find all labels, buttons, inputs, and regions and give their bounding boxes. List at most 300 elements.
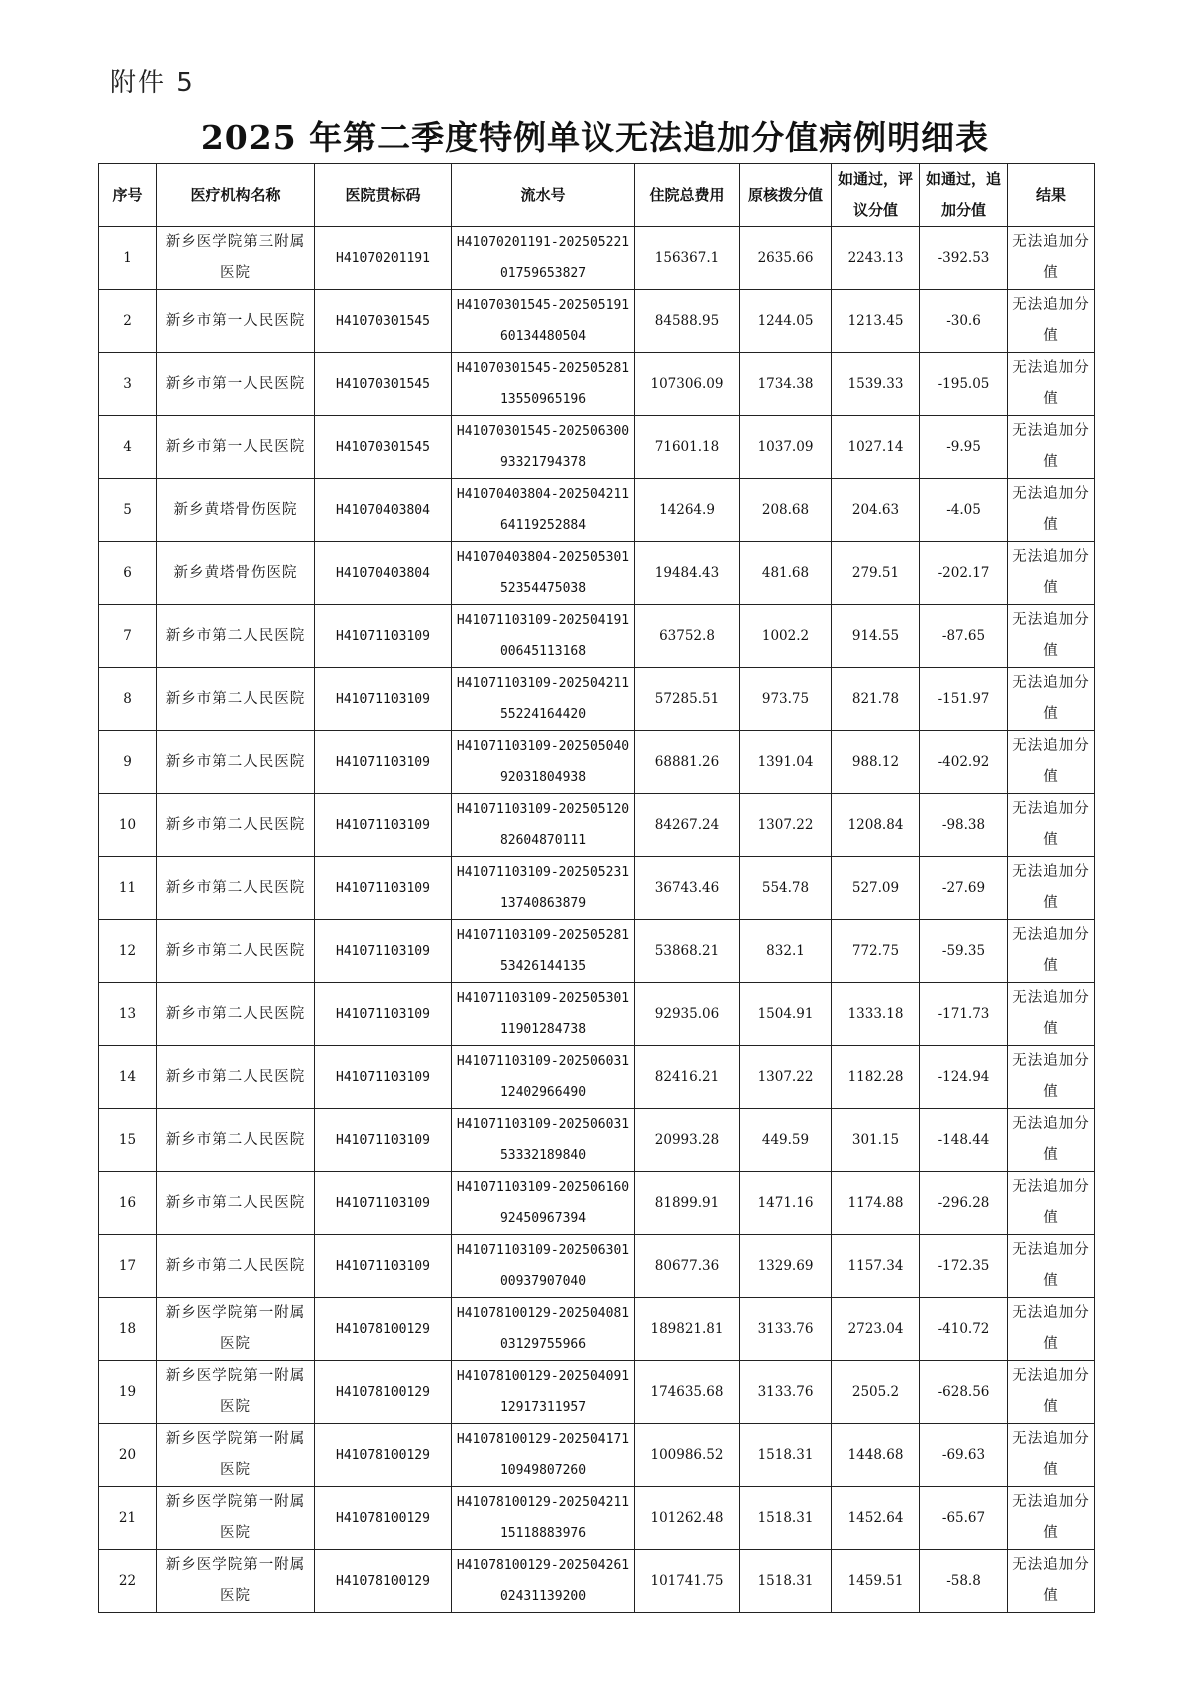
row-index bbox=[99, 731, 157, 794]
org-name bbox=[157, 1172, 315, 1235]
total-cost-text: 100986.52 bbox=[650, 1446, 724, 1463]
org-name bbox=[157, 1424, 315, 1487]
row-index-text: 14 bbox=[118, 1068, 137, 1085]
serial-no-text: H41071103109-20250530111901284738 bbox=[456, 991, 630, 1037]
serial-no bbox=[452, 920, 635, 983]
serial-no-text: H41071103109-20250603112402966490 bbox=[456, 1054, 630, 1100]
original-score bbox=[740, 983, 832, 1046]
org-name-text: 新乡医学院第一附属医院 bbox=[165, 1431, 306, 1478]
table-row bbox=[99, 1424, 1095, 1487]
serial-no-text: H41070301545-20250519160134480504 bbox=[456, 298, 630, 344]
serial-no-text: H41071103109-20250419100645113168 bbox=[456, 613, 630, 659]
row-index bbox=[99, 1298, 157, 1361]
original-score bbox=[740, 416, 832, 479]
col-header-added-score: 如通过，追加分值 bbox=[920, 164, 1008, 227]
review-score bbox=[832, 1487, 920, 1550]
original-score-text: 1504.91 bbox=[757, 1005, 814, 1022]
table-row bbox=[99, 416, 1095, 479]
added-score-text: -628.56 bbox=[937, 1383, 990, 1400]
result bbox=[1008, 605, 1095, 668]
result-text: 无法追加分值 bbox=[1012, 234, 1090, 281]
serial-no-text: H41070403804-20250530152354475038 bbox=[456, 550, 630, 596]
added-score-text: -124.94 bbox=[937, 1068, 990, 1085]
hospital-code bbox=[315, 1361, 452, 1424]
original-score-text: 3133.76 bbox=[757, 1383, 814, 1400]
review-score-text: 301.15 bbox=[851, 1131, 900, 1148]
hospital-code bbox=[315, 1298, 452, 1361]
row-index bbox=[99, 1424, 157, 1487]
added-score bbox=[920, 1487, 1008, 1550]
row-index-text: 6 bbox=[123, 564, 132, 581]
table-row bbox=[99, 983, 1095, 1046]
table-row bbox=[99, 794, 1095, 857]
row-index bbox=[99, 857, 157, 920]
serial-no bbox=[452, 794, 635, 857]
review-score-text: 2723.04 bbox=[847, 1320, 904, 1337]
added-score bbox=[920, 1361, 1008, 1424]
hospital-code bbox=[315, 731, 452, 794]
review-score-text: 204.63 bbox=[851, 501, 900, 518]
original-score-text: 1244.05 bbox=[757, 312, 814, 329]
hospital-code-text: H41071103109 bbox=[336, 1132, 430, 1148]
added-score-text: -59.35 bbox=[941, 942, 986, 959]
serial-no-text: H41070301545-20250630093321794378 bbox=[456, 424, 630, 470]
serial-no bbox=[452, 1361, 635, 1424]
org-name-text: 新乡市第二人民医院 bbox=[165, 1005, 306, 1022]
serial-no bbox=[452, 1046, 635, 1109]
org-name bbox=[157, 290, 315, 353]
review-score-text: 1448.68 bbox=[847, 1446, 904, 1463]
hospital-code-text: H41070201191 bbox=[336, 250, 430, 266]
total-cost bbox=[635, 1046, 740, 1109]
review-score bbox=[832, 1361, 920, 1424]
org-name-text: 新乡市第一人民医院 bbox=[165, 375, 306, 392]
row-index bbox=[99, 794, 157, 857]
added-score-text: -4.05 bbox=[946, 501, 981, 518]
review-score bbox=[832, 290, 920, 353]
original-score bbox=[740, 1298, 832, 1361]
original-score bbox=[740, 227, 832, 290]
total-cost-text: 101262.48 bbox=[650, 1509, 724, 1526]
added-score-text: -296.28 bbox=[937, 1194, 990, 1211]
review-score-text: 527.09 bbox=[851, 879, 900, 896]
detail-table bbox=[98, 163, 1095, 1613]
row-index-text: 3 bbox=[123, 375, 132, 392]
table-header-row bbox=[99, 164, 1095, 227]
total-cost bbox=[635, 416, 740, 479]
review-score-text: 988.12 bbox=[851, 753, 900, 770]
serial-no bbox=[452, 1109, 635, 1172]
review-score bbox=[832, 1424, 920, 1487]
table-row bbox=[99, 1046, 1095, 1109]
original-score-text: 3133.76 bbox=[757, 1320, 814, 1337]
hospital-code bbox=[315, 1487, 452, 1550]
serial-no-text: H41078100129-20250417110949807260 bbox=[456, 1432, 630, 1478]
result bbox=[1008, 1550, 1095, 1613]
serial-no bbox=[452, 227, 635, 290]
review-score bbox=[832, 227, 920, 290]
org-name bbox=[157, 1361, 315, 1424]
added-score-text: -402.92 bbox=[937, 753, 990, 770]
table-row bbox=[99, 1550, 1095, 1613]
row-index bbox=[99, 1109, 157, 1172]
review-score bbox=[832, 353, 920, 416]
review-score bbox=[832, 416, 920, 479]
original-score-text: 1307.22 bbox=[757, 816, 814, 833]
total-cost-text: 84267.24 bbox=[654, 816, 720, 833]
original-score-text: 1037.09 bbox=[757, 438, 814, 455]
table-row bbox=[99, 1361, 1095, 1424]
org-name-text: 新乡市第二人民医院 bbox=[165, 816, 306, 833]
total-cost bbox=[635, 794, 740, 857]
total-cost-text: 107306.09 bbox=[650, 375, 724, 392]
row-index-text: 21 bbox=[118, 1509, 137, 1526]
result bbox=[1008, 542, 1095, 605]
review-score bbox=[832, 794, 920, 857]
total-cost bbox=[635, 1109, 740, 1172]
result-text: 无法追加分值 bbox=[1012, 360, 1090, 407]
serial-no-text: H41070301545-20250528113550965196 bbox=[456, 361, 630, 407]
hospital-code-text: H41071103109 bbox=[336, 1195, 430, 1211]
row-index-text: 19 bbox=[118, 1383, 137, 1400]
row-index bbox=[99, 1487, 157, 1550]
table-row bbox=[99, 1109, 1095, 1172]
hospital-code-text: H41070403804 bbox=[336, 565, 430, 581]
serial-no bbox=[452, 1424, 635, 1487]
result bbox=[1008, 794, 1095, 857]
result-text: 无法追加分值 bbox=[1012, 864, 1090, 911]
table-row bbox=[99, 1235, 1095, 1298]
added-score-text: -69.63 bbox=[941, 1446, 986, 1463]
original-score bbox=[740, 479, 832, 542]
org-name bbox=[157, 794, 315, 857]
review-score-text: 1157.34 bbox=[847, 1257, 904, 1274]
result bbox=[1008, 479, 1095, 542]
table-row bbox=[99, 1298, 1095, 1361]
row-index-text: 8 bbox=[123, 690, 132, 707]
hospital-code bbox=[315, 1424, 452, 1487]
review-score-text: 1174.88 bbox=[847, 1194, 904, 1211]
row-index bbox=[99, 542, 157, 605]
total-cost bbox=[635, 731, 740, 794]
total-cost-text: 14264.9 bbox=[659, 501, 715, 518]
total-cost-text: 84588.95 bbox=[654, 312, 720, 329]
serial-no bbox=[452, 1487, 635, 1550]
row-index-text: 9 bbox=[123, 753, 132, 770]
added-score bbox=[920, 857, 1008, 920]
result-text: 无法追加分值 bbox=[1012, 1179, 1090, 1226]
org-name-text: 新乡黄塔骨伤医院 bbox=[173, 501, 298, 518]
original-score-text: 1518.31 bbox=[757, 1446, 814, 1463]
row-index-text: 11 bbox=[118, 879, 137, 896]
hospital-code-text: H41078100129 bbox=[336, 1510, 430, 1526]
result bbox=[1008, 1487, 1095, 1550]
added-score bbox=[920, 794, 1008, 857]
serial-no bbox=[452, 1235, 635, 1298]
row-index bbox=[99, 227, 157, 290]
row-index-text: 16 bbox=[118, 1194, 137, 1211]
review-score-text: 1539.33 bbox=[847, 375, 904, 392]
review-score-text: 1213.45 bbox=[847, 312, 904, 329]
total-cost bbox=[635, 227, 740, 290]
hospital-code-text: H41071103109 bbox=[336, 1069, 430, 1085]
hospital-code bbox=[315, 983, 452, 1046]
result bbox=[1008, 1235, 1095, 1298]
review-score bbox=[832, 542, 920, 605]
hospital-code bbox=[315, 857, 452, 920]
result-text: 无法追加分值 bbox=[1012, 1431, 1090, 1478]
added-score bbox=[920, 731, 1008, 794]
row-index bbox=[99, 353, 157, 416]
org-name-text: 新乡市第一人民医院 bbox=[165, 438, 306, 455]
total-cost bbox=[635, 1487, 740, 1550]
result-text: 无法追加分值 bbox=[1012, 927, 1090, 974]
result-text: 无法追加分值 bbox=[1012, 612, 1090, 659]
added-score bbox=[920, 1550, 1008, 1613]
original-score bbox=[740, 668, 832, 731]
hospital-code-text: H41070301545 bbox=[336, 439, 430, 455]
original-score-text: 449.59 bbox=[761, 1131, 810, 1148]
added-score bbox=[920, 920, 1008, 983]
original-score-text: 1391.04 bbox=[757, 753, 814, 770]
review-score bbox=[832, 605, 920, 668]
table-row bbox=[99, 731, 1095, 794]
added-score bbox=[920, 290, 1008, 353]
added-score bbox=[920, 416, 1008, 479]
review-score bbox=[832, 668, 920, 731]
hospital-code-text: H41071103109 bbox=[336, 1006, 430, 1022]
original-score-text: 208.68 bbox=[761, 501, 810, 518]
row-index bbox=[99, 1172, 157, 1235]
hospital-code-text: H41071103109 bbox=[336, 628, 430, 644]
row-index-text: 7 bbox=[123, 627, 132, 644]
serial-no-text: H41070403804-20250421164119252884 bbox=[456, 487, 630, 533]
result bbox=[1008, 1424, 1095, 1487]
org-name bbox=[157, 1235, 315, 1298]
original-score bbox=[740, 1235, 832, 1298]
org-name-text: 新乡市第一人民医院 bbox=[165, 312, 306, 329]
org-name-text: 新乡医学院第一附属医院 bbox=[165, 1494, 306, 1541]
row-index bbox=[99, 920, 157, 983]
original-score bbox=[740, 605, 832, 668]
col-header-result: 结果 bbox=[1008, 164, 1095, 227]
added-score bbox=[920, 542, 1008, 605]
result-text: 无法追加分值 bbox=[1012, 1242, 1090, 1289]
result-text: 无法追加分值 bbox=[1012, 1368, 1090, 1415]
hospital-code bbox=[315, 479, 452, 542]
result bbox=[1008, 353, 1095, 416]
page-title: 2025 年第二季度特例单议无法追加分值病例明细表 bbox=[200, 118, 990, 157]
added-score bbox=[920, 1046, 1008, 1109]
original-score bbox=[740, 731, 832, 794]
row-index bbox=[99, 668, 157, 731]
added-score bbox=[920, 1424, 1008, 1487]
org-name bbox=[157, 479, 315, 542]
row-index-text: 10 bbox=[118, 816, 137, 833]
org-name bbox=[157, 542, 315, 605]
row-index-text: 13 bbox=[118, 1005, 137, 1022]
row-index bbox=[99, 416, 157, 479]
hospital-code-text: H41071103109 bbox=[336, 880, 430, 896]
total-cost bbox=[635, 479, 740, 542]
result bbox=[1008, 1046, 1095, 1109]
org-name-text: 新乡医学院第一附属医院 bbox=[165, 1305, 306, 1352]
review-score bbox=[832, 1550, 920, 1613]
hospital-code-text: H41070301545 bbox=[336, 376, 430, 392]
col-header-serial-no: 流水号 bbox=[452, 164, 635, 227]
original-score bbox=[740, 1424, 832, 1487]
review-score bbox=[832, 479, 920, 542]
org-name-text: 新乡医学院第三附属医院 bbox=[165, 234, 306, 281]
serial-no bbox=[452, 857, 635, 920]
hospital-code-text: H41071103109 bbox=[336, 754, 430, 770]
original-score bbox=[740, 1550, 832, 1613]
review-score-text: 1452.64 bbox=[847, 1509, 904, 1526]
org-name-text: 新乡市第二人民医院 bbox=[165, 690, 306, 707]
review-score-text: 772.75 bbox=[851, 942, 900, 959]
org-name-text: 新乡市第二人民医院 bbox=[165, 942, 306, 959]
table-row bbox=[99, 668, 1095, 731]
original-score bbox=[740, 794, 832, 857]
row-index bbox=[99, 479, 157, 542]
hospital-code bbox=[315, 1172, 452, 1235]
review-score-text: 279.51 bbox=[851, 564, 900, 581]
total-cost-text: 82416.21 bbox=[654, 1068, 720, 1085]
hospital-code bbox=[315, 605, 452, 668]
result-text: 无法追加分值 bbox=[1012, 990, 1090, 1037]
row-index bbox=[99, 1361, 157, 1424]
result bbox=[1008, 227, 1095, 290]
review-score-text: 821.78 bbox=[851, 690, 900, 707]
org-name bbox=[157, 416, 315, 479]
result bbox=[1008, 1172, 1095, 1235]
org-name-text: 新乡市第二人民医院 bbox=[165, 1194, 306, 1211]
row-index bbox=[99, 983, 157, 1046]
original-score bbox=[740, 1361, 832, 1424]
row-index-text: 5 bbox=[123, 501, 132, 518]
added-score-text: -202.17 bbox=[937, 564, 990, 581]
table-body bbox=[99, 227, 1095, 1613]
original-score-text: 1518.31 bbox=[757, 1509, 814, 1526]
result bbox=[1008, 857, 1095, 920]
hospital-code bbox=[315, 227, 452, 290]
table-row bbox=[99, 542, 1095, 605]
total-cost bbox=[635, 1424, 740, 1487]
hospital-code-text: H41071103109 bbox=[336, 1258, 430, 1274]
serial-no bbox=[452, 1172, 635, 1235]
review-score bbox=[832, 1046, 920, 1109]
result-text: 无法追加分值 bbox=[1012, 1053, 1090, 1100]
org-name bbox=[157, 668, 315, 731]
result-text: 无法追加分值 bbox=[1012, 1557, 1090, 1604]
review-score bbox=[832, 1172, 920, 1235]
original-score-text: 1307.22 bbox=[757, 1068, 814, 1085]
serial-no-text: H41071103109-20250523113740863879 bbox=[456, 865, 630, 911]
hospital-code-text: H41078100129 bbox=[336, 1573, 430, 1589]
review-score-text: 914.55 bbox=[851, 627, 900, 644]
serial-no bbox=[452, 1550, 635, 1613]
org-name-text: 新乡市第二人民医院 bbox=[165, 753, 306, 770]
added-score-text: -87.65 bbox=[941, 627, 986, 644]
original-score-text: 481.68 bbox=[761, 564, 810, 581]
added-score bbox=[920, 1109, 1008, 1172]
review-score bbox=[832, 1109, 920, 1172]
review-score-text: 2505.2 bbox=[851, 1383, 900, 1400]
added-score-text: -410.72 bbox=[937, 1320, 990, 1337]
serial-no-text: H41071103109-20250528153426144135 bbox=[456, 928, 630, 974]
row-index bbox=[99, 290, 157, 353]
org-name bbox=[157, 1046, 315, 1109]
org-name-text: 新乡黄塔骨伤医院 bbox=[173, 564, 298, 581]
attachment-label: 附件 5 bbox=[110, 68, 195, 98]
added-score-text: -392.53 bbox=[937, 249, 990, 266]
total-cost-text: 36743.46 bbox=[654, 879, 720, 896]
serial-no bbox=[452, 290, 635, 353]
serial-no-text: H41071103109-20250630100937907040 bbox=[456, 1243, 630, 1289]
serial-no bbox=[452, 983, 635, 1046]
hospital-code-text: H41071103109 bbox=[336, 817, 430, 833]
serial-no bbox=[452, 668, 635, 731]
total-cost-text: 174635.68 bbox=[650, 1383, 724, 1400]
original-score-text: 973.75 bbox=[761, 690, 810, 707]
original-score-text: 1734.38 bbox=[757, 375, 814, 392]
org-name bbox=[157, 1109, 315, 1172]
original-score bbox=[740, 1109, 832, 1172]
added-score-text: -9.95 bbox=[946, 438, 981, 455]
added-score bbox=[920, 668, 1008, 731]
result bbox=[1008, 920, 1095, 983]
row-index-text: 2 bbox=[123, 312, 132, 329]
original-score bbox=[740, 857, 832, 920]
row-index bbox=[99, 605, 157, 668]
original-score bbox=[740, 290, 832, 353]
hospital-code bbox=[315, 1046, 452, 1109]
added-score-text: -65.67 bbox=[941, 1509, 986, 1526]
result-text: 无法追加分值 bbox=[1012, 486, 1090, 533]
serial-no bbox=[452, 605, 635, 668]
org-name bbox=[157, 857, 315, 920]
total-cost-text: 19484.43 bbox=[654, 564, 720, 581]
review-score-text: 2243.13 bbox=[847, 249, 904, 266]
original-score-text: 1002.2 bbox=[761, 627, 810, 644]
review-score bbox=[832, 1235, 920, 1298]
added-score-text: -172.35 bbox=[937, 1257, 990, 1274]
original-score bbox=[740, 1046, 832, 1109]
serial-no bbox=[452, 416, 635, 479]
total-cost bbox=[635, 668, 740, 731]
table-row bbox=[99, 605, 1095, 668]
hospital-code bbox=[315, 1235, 452, 1298]
hospital-code-text: H41070301545 bbox=[336, 313, 430, 329]
hospital-code bbox=[315, 668, 452, 731]
original-score bbox=[740, 353, 832, 416]
row-index-text: 15 bbox=[118, 1131, 137, 1148]
review-score bbox=[832, 983, 920, 1046]
row-index bbox=[99, 1046, 157, 1109]
result bbox=[1008, 290, 1095, 353]
review-score-text: 1459.51 bbox=[847, 1572, 904, 1589]
hospital-code bbox=[315, 416, 452, 479]
result bbox=[1008, 1298, 1095, 1361]
result-text: 无法追加分值 bbox=[1012, 297, 1090, 344]
serial-no bbox=[452, 353, 635, 416]
serial-no bbox=[452, 1298, 635, 1361]
review-score-text: 1027.14 bbox=[847, 438, 904, 455]
col-header-original-score: 原核拨分值 bbox=[740, 164, 832, 227]
total-cost-text: 80677.36 bbox=[654, 1257, 720, 1274]
result-text: 无法追加分值 bbox=[1012, 1494, 1090, 1541]
total-cost bbox=[635, 857, 740, 920]
